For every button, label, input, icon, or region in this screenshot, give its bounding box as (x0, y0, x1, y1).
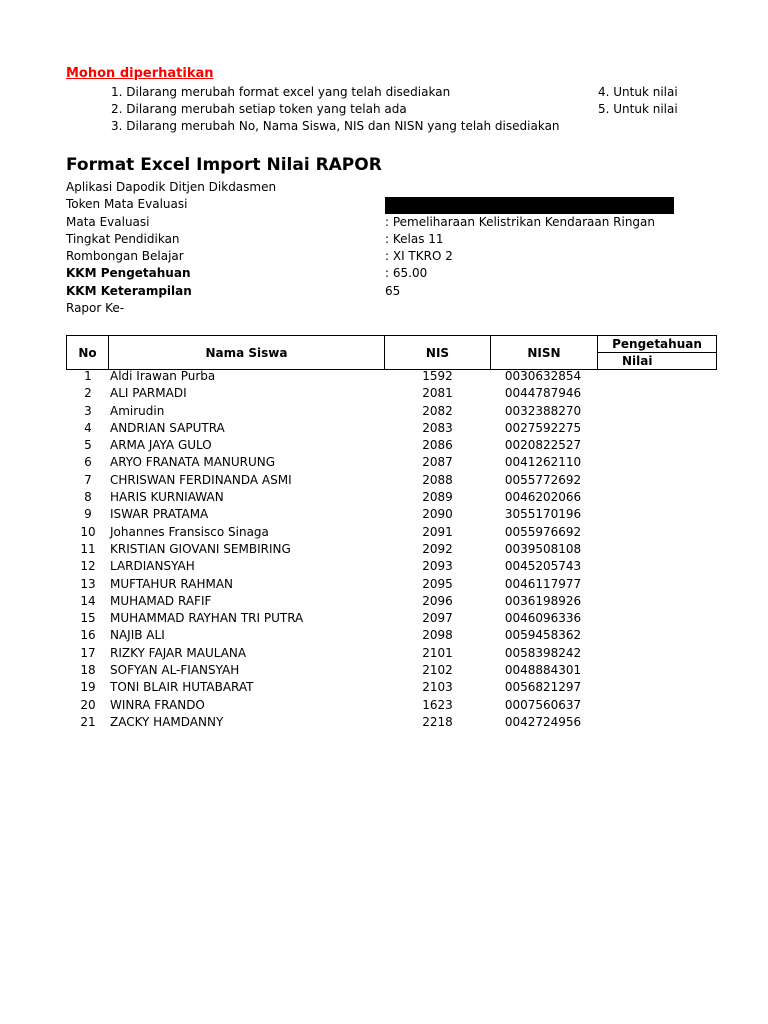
table-row (0, 507, 768, 524)
row-nisn: 0055772692 (504, 472, 582, 487)
header-pengetahuan-group (597, 335, 702, 370)
row-nisn: 0007560637 (504, 697, 582, 712)
row-no: 6 (84, 455, 92, 470)
row-nisn: 0059458362 (504, 628, 582, 643)
table-row (0, 611, 768, 628)
row-nisn: 0036198926 (504, 593, 582, 608)
notice-rule-2: 2. Dilarang merubah setiap token yang telah ada (111, 102, 407, 116)
row-nis: 2089 (422, 490, 453, 505)
row-no: 21 (80, 714, 96, 729)
table-row (0, 542, 768, 559)
notice-rule-5: 5. Untuk nilai (598, 102, 678, 116)
row-name: NAJIB ALI (110, 628, 165, 643)
row-nis: 2096 (422, 593, 453, 608)
tingkat-value: : Kelas 11 (385, 232, 444, 246)
row-nis: 2091 (422, 524, 453, 539)
row-nisn: 0041262110 (504, 455, 582, 470)
row-nisn: 0044787946 (504, 386, 582, 401)
row-nisn: 0056821297 (504, 680, 582, 695)
row-no: 4 (84, 420, 92, 435)
row-no: 11 (80, 541, 96, 556)
row-name: Amirudin (110, 403, 165, 418)
row-nisn: 0032388270 (504, 403, 582, 418)
row-nis: 1623 (422, 697, 453, 712)
table-row (0, 490, 768, 507)
row-name: ZACKY HAMDANNY (110, 714, 224, 729)
table-row (0, 559, 768, 576)
table-row (0, 715, 768, 732)
row-nis: 2097 (422, 611, 453, 626)
table-row (0, 421, 768, 438)
row-nis: 2092 (422, 541, 453, 556)
header-nis: NIS (384, 335, 491, 370)
token-label: Token Mata Evaluasi (66, 197, 188, 211)
table-row (0, 680, 768, 697)
rapor-ke-label: Rapor Ke- (66, 301, 125, 315)
kkm-keterampilan-value: 65 (385, 284, 401, 298)
sheet-title: Format Excel Import Nilai RAPOR (66, 155, 382, 175)
row-nisn: 3055170196 (504, 507, 582, 522)
row-name: ARYO FRANATA MANURUNG (110, 455, 276, 470)
row-name: SOFYAN AL-FIANSYAH (110, 663, 240, 678)
row-nis: 2083 (422, 420, 453, 435)
row-no: 10 (80, 524, 96, 539)
row-no: 17 (80, 645, 96, 660)
table-row (0, 577, 768, 594)
row-no: 3 (84, 403, 92, 418)
table-row (0, 404, 768, 421)
row-nisn: 0046096336 (504, 611, 582, 626)
header-pengetahuan: Pengetahuan (597, 335, 717, 353)
row-name: Johannes Fransisco Sinaga (110, 524, 269, 539)
rombel-label: Rombongan Belajar (66, 249, 184, 263)
row-nis: 2082 (422, 403, 453, 418)
header-nisn: NISN (490, 335, 598, 370)
row-no: 5 (84, 438, 92, 453)
mata-evaluasi-value: : Pemeliharaan Kelistrikan Kendaraan Ringan (385, 215, 656, 229)
row-nis: 1592 (422, 369, 453, 383)
header-nilai: Nilai (597, 352, 717, 370)
row-nisn: 0046117977 (504, 576, 582, 591)
row-nis: 2102 (422, 663, 453, 678)
row-nisn: 0042724956 (504, 714, 582, 729)
row-name: TONI BLAIR HUTABARAT (110, 680, 254, 695)
notice-rule-3: 3. Dilarang merubah No, Nama Siswa, NIS dan NISN yang telah disediakan (111, 119, 560, 133)
table-row (0, 646, 768, 663)
row-nisn: 0058398242 (504, 645, 582, 660)
kkm-keterampilan-label: KKM Keterampilan (66, 284, 192, 298)
row-name: MUHAMMAD RAYHAN TRI PUTRA (110, 611, 304, 626)
row-name: HARIS KURNIAWAN (110, 490, 224, 505)
row-name: ARMA JAYA GULO (110, 438, 212, 453)
row-name: KRISTIAN GIOVANI SEMBIRING (110, 541, 291, 556)
row-name: MUFTAHUR RAHMAN (110, 576, 234, 591)
row-no: 12 (80, 559, 96, 574)
token-redaction-bar (385, 197, 674, 214)
row-name: WINRA FRANDO (110, 697, 205, 712)
notice-title: Mohon diperhatikan (66, 66, 214, 81)
table-row (0, 438, 768, 455)
header-no: No (66, 335, 109, 370)
row-nis: 2095 (422, 576, 453, 591)
row-nis: 2098 (422, 628, 453, 643)
row-name: ANDRIAN SAPUTRA (110, 420, 225, 435)
row-nisn: 0046202066 (504, 490, 582, 505)
row-no: 13 (80, 576, 96, 591)
row-nis: 2087 (422, 455, 453, 470)
header-nama-siswa: Nama Siswa (108, 335, 385, 370)
row-name: RIZKY FAJAR MAULANA (110, 645, 247, 660)
row-name: CHRISWAN FERDINANDA ASMI (110, 472, 292, 487)
row-nisn: 0048884301 (504, 663, 582, 678)
row-nisn: 0039508108 (504, 541, 582, 556)
row-nis: 2101 (422, 645, 453, 660)
table-row (0, 386, 768, 403)
row-no: 9 (84, 507, 92, 522)
row-nis: 2218 (422, 714, 453, 729)
row-nis: 2086 (422, 438, 453, 453)
row-nis: 2103 (422, 680, 453, 695)
table-row (0, 663, 768, 680)
app-label: Aplikasi Dapodik Ditjen Dikdasmen (66, 180, 277, 194)
row-name: ISWAR PRATAMA (110, 507, 209, 522)
row-no: 19 (80, 680, 96, 695)
row-no: 16 (80, 628, 96, 643)
row-nisn: 0027592275 (504, 420, 582, 435)
row-name: ALI PARMADI (110, 386, 187, 401)
kkm-pengetahuan-value: : 65.00 (385, 266, 428, 280)
row-nisn: 0045205743 (504, 559, 582, 574)
row-nis: 2081 (422, 386, 453, 401)
table-row (0, 525, 768, 542)
table-row (0, 369, 768, 386)
row-nis: 2088 (422, 472, 453, 487)
row-nisn: 0020822527 (504, 438, 582, 453)
table-row (0, 594, 768, 611)
row-name: LARDIANSYAH (110, 559, 195, 574)
table-row (0, 698, 768, 715)
table-row (0, 473, 768, 490)
row-no: 20 (80, 697, 96, 712)
row-no: 8 (84, 490, 92, 505)
row-nis: 2090 (422, 507, 453, 522)
row-no: 7 (84, 472, 92, 487)
table-row (0, 628, 768, 645)
row-nis: 2093 (422, 559, 453, 574)
student-table-body (0, 369, 768, 732)
rombel-value: : XI TKRO 2 (385, 249, 453, 263)
notice-rule-4: 4. Untuk nilai (598, 85, 678, 99)
row-no: 18 (80, 663, 96, 678)
kkm-pengetahuan-label: KKM Pengetahuan (66, 266, 191, 280)
notice-rule-1: 1. Dilarang merubah format excel yang telah disediakan (111, 85, 451, 99)
row-no: 14 (80, 593, 96, 608)
mata-evaluasi-label: Mata Evaluasi (66, 215, 150, 229)
table-row (0, 455, 768, 472)
row-nisn: 0055976692 (504, 524, 582, 539)
tingkat-label: Tingkat Pendidikan (66, 232, 180, 246)
row-name: Aldi Irawan Purba (110, 369, 216, 383)
row-name: MUHAMAD RAFIF (110, 593, 212, 608)
row-no: 15 (80, 611, 96, 626)
row-nisn: 0030632854 (504, 369, 582, 383)
row-no: 2 (84, 386, 92, 401)
row-no: 1 (84, 369, 92, 383)
